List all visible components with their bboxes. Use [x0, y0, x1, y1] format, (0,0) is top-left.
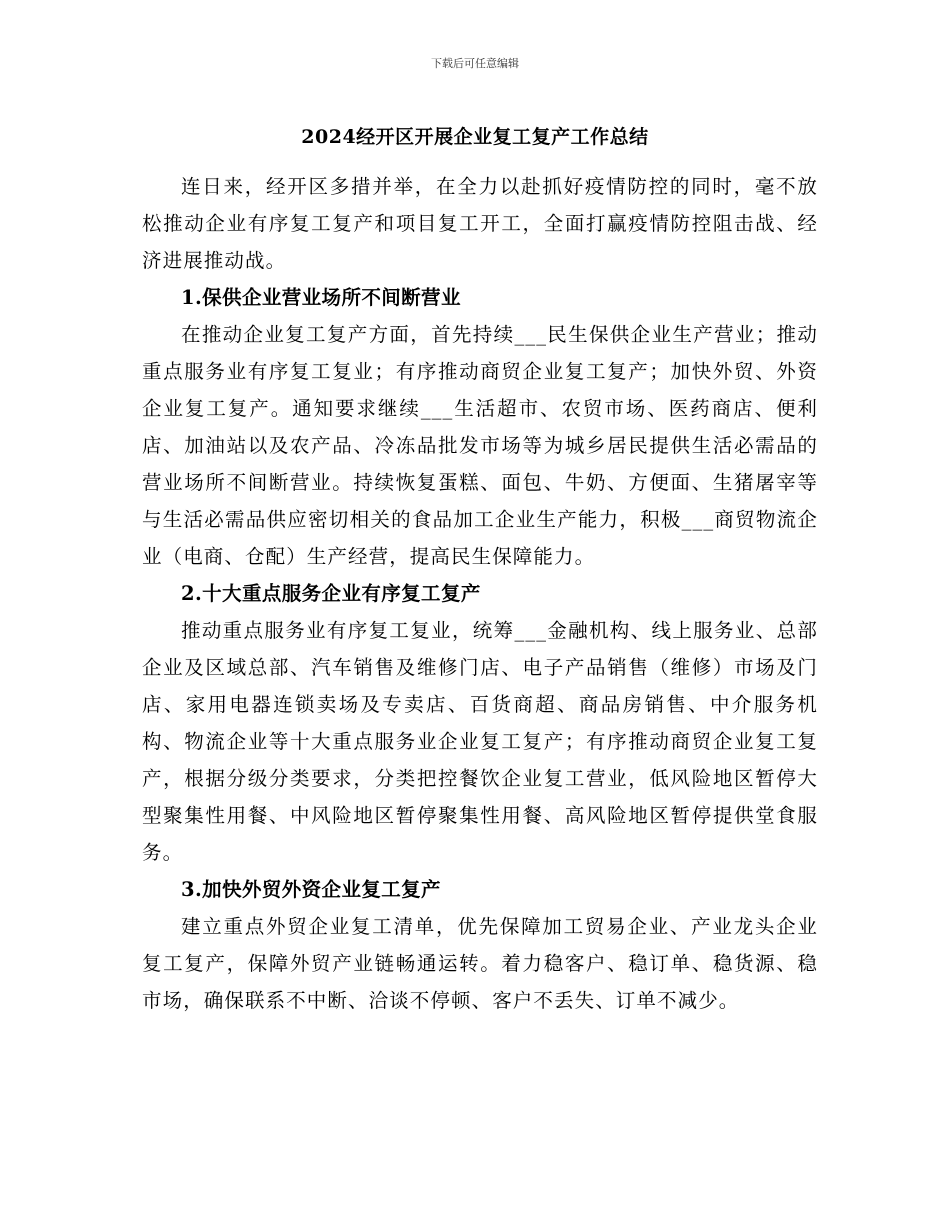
section-1-heading: 1.保供企业营业场所不间断营业 [181, 286, 461, 309]
section-1-paragraph: 在推动企业复工复产方面，首先持续___民生保供企业生产营业；推动重点服务业有序复工复业；有序推动商贸企业复工复产；加快外贸、外资企业复工复产。通知要求继续___生活超市、农贸市场、医药商店、便利店、加油站以及农产品、冷冻品批发市场等为城乡居民提供生活必需品的营业场所不间断营业。持续恢复蛋糕、面包、牛奶、方便面、生猪屠宰等与生活必需品供应密切相关的食品加工企业生产能力，积极___商贸物流企业（电商、仓配）生产经营，提高民生保障能力。 [142, 323, 818, 568]
intro-paragraph: 连日来，经开区多措并举，在全力以赴抓好疫情防控的同时，毫不放松推动企业有序复工复产和项目复工开工，全面打赢疫情防控阻击战、经济进展推动战。 [142, 175, 818, 272]
section-2-heading: 2.十大重点服务企业有序复工复产 [181, 582, 481, 605]
section-3-heading: 3.加快外贸外资企业复工复产 [181, 878, 441, 901]
document-title: 2024经开区开展企业复工复产工作总结 [301, 126, 649, 148]
document-body [142, 168, 818, 1019]
header-note: 下载后可任意编辑 [431, 57, 519, 70]
section-2-paragraph: 推动重点服务业有序复工复业，统筹___金融机构、线上服务业、总部企业及区域总部、汽车销售及维修门店、电子产品销售（维修）市场及门店、家用电器连锁卖场及专卖店、百货商超、商品房销售、中介服务机构、物流企业等十大重点服务业企业复工复产；有序推动商贸企业复工复产，根据分级分类要求，分类把控餐饮企业复工营业，低风险地区暂停大型聚集性用餐、中风险地区暂停聚集性用餐、高风险地区暂停提供堂食服务。 [142, 619, 818, 864]
section-3-paragraph: 建立重点外贸企业复工清单，优先保障加工贸易企业、产业龙头企业复工复产，保障外贸产业链畅通运转。着力稳客户、稳订单、稳货源、稳市场，确保联系不中断、洽谈不停顿、客户不丢失、订单不减少。 [142, 915, 818, 1012]
